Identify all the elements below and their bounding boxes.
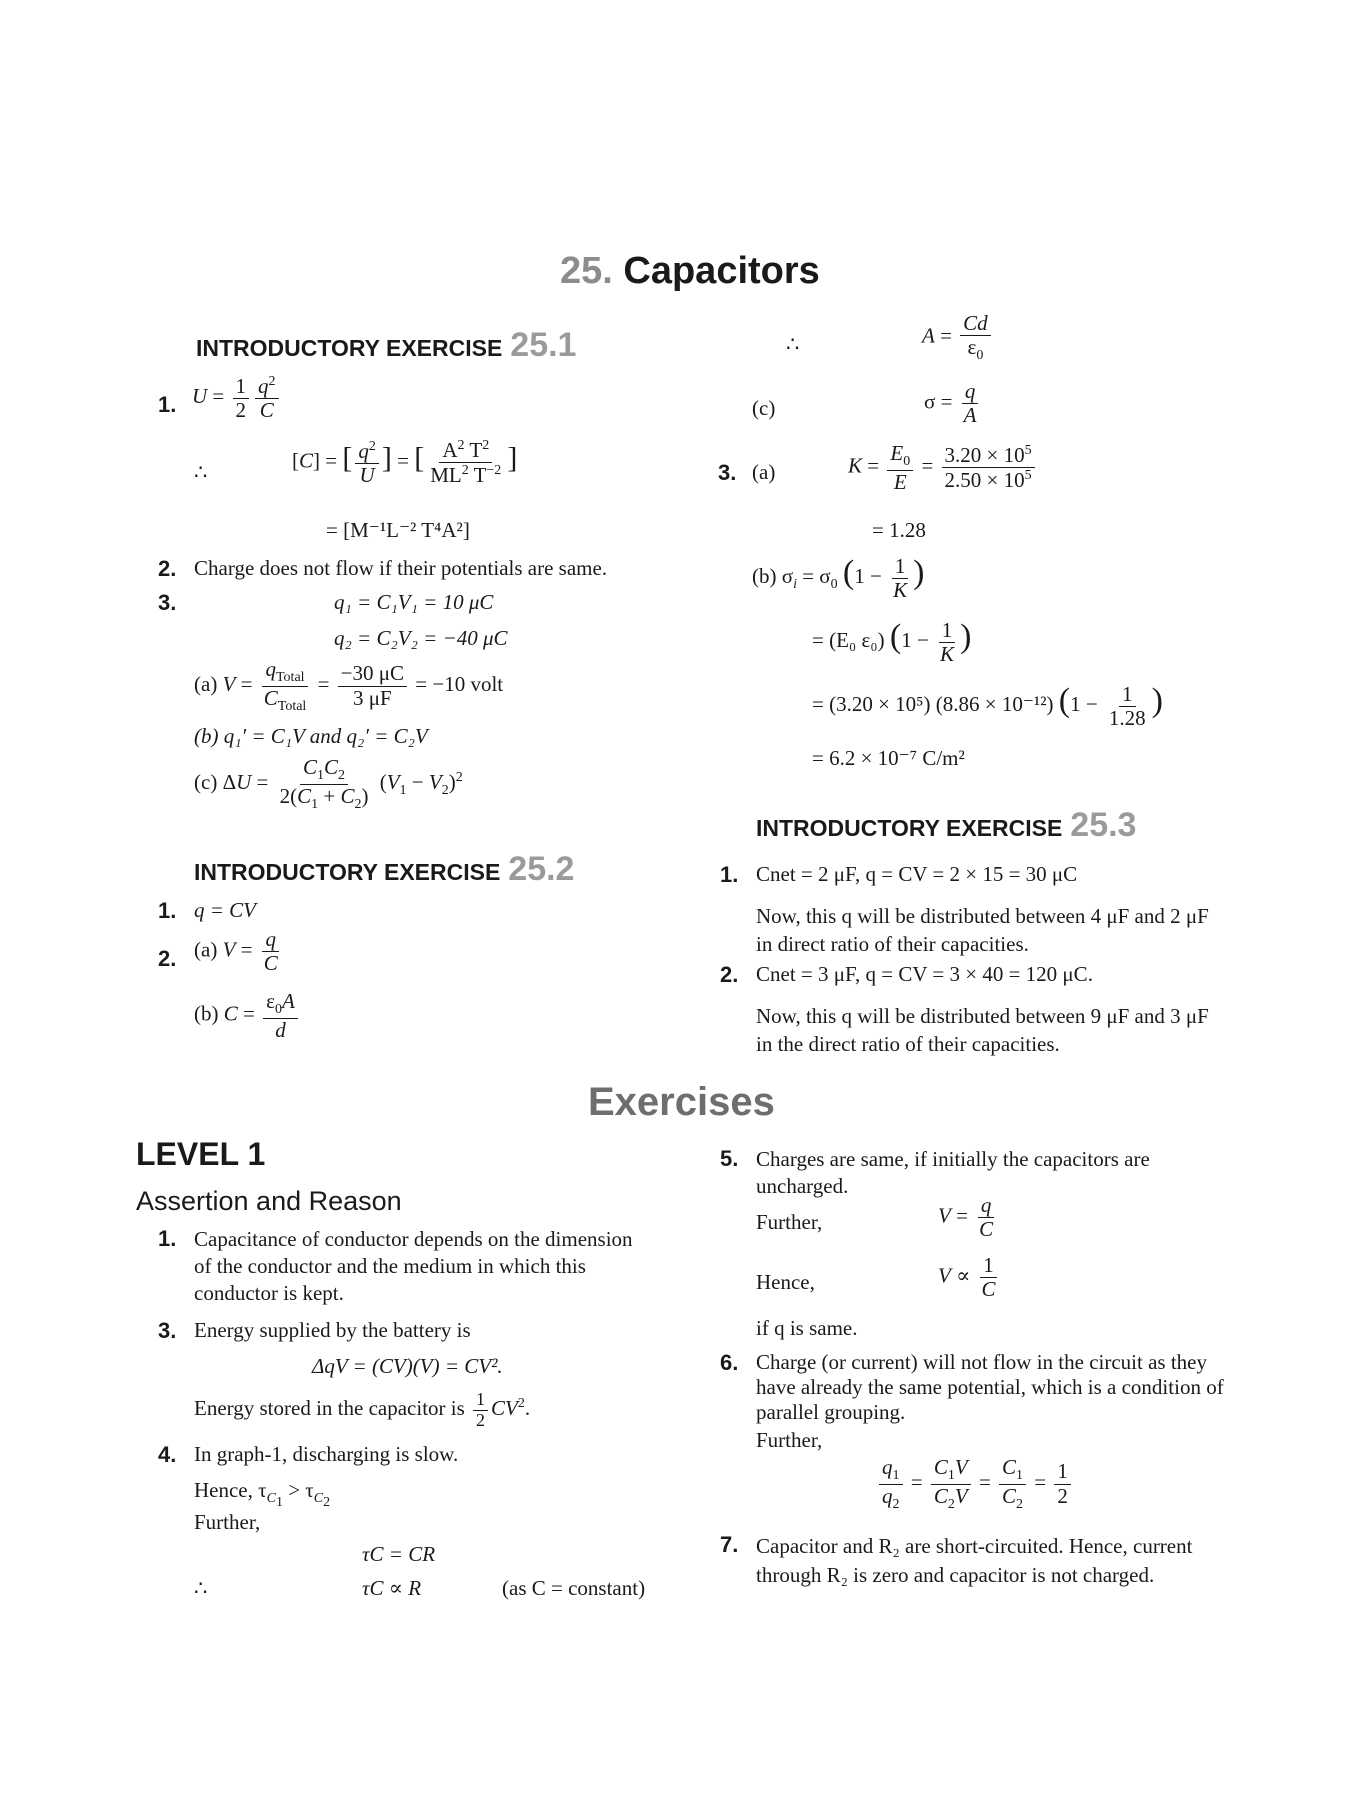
l4-number: 4. [158,1442,177,1467]
l4-further: Further, [194,1510,261,1534]
rt-b-label: (b) [752,564,777,588]
ex3-q2-number: 2. [720,962,739,987]
l3-stored-text: Energy stored in the capacitor is [194,1396,465,1421]
rt-sigma-formula: σ = $\frac{q}{A}$ [924,379,977,428]
r6-further: Further, [756,1428,823,1452]
r7-text: Capacitor and R₂ are short-circuited. Hence, current through R₂ is zero and capacitor is not charged. [756,1534,1193,1587]
ex2-q1-number: 1. [158,898,177,923]
exercises-heading: Exercises [588,1080,775,1124]
ex1-heading-text: INTRODUCTORY EXERCISE [196,335,503,361]
ex3-q1-text: Now, this q will be distributed between 4 μF and 2 μF in direct ratio of their capacities. [756,904,1209,956]
ex3-q1-line: Cnet = 2 μF, q = CV = 2 × 15 = 30 μC [756,862,1078,886]
ex1-q3c-label: (c) [194,769,218,794]
ex1-q1-number: 1. [158,392,177,417]
rt-k-result: = 1.28 [872,518,926,542]
ex2-heading [194,850,574,889]
l3-text: Energy supplied by the battery is [194,1318,471,1342]
ex2-q2a-label: (a) [194,937,218,962]
ex1-q3-line1: q₁ = C₁V₁ = 10 μC [334,590,494,614]
ex1-dimension-formula: [C] = [ $\frac{q^2}{U}$ ] = [ $\frac{A^2 T^2}{ML^2 T^{-2}}$ ] [292,438,518,488]
rt-therefore: ∴ [786,332,800,356]
rt-line3: = (3.20 × 10⁵) (8.86 × 10⁻¹²) (1 − $\frac{1}{1.28}$ ) [812,681,1163,730]
r5-formula1: V = $\frac{q}{C}$ [938,1193,994,1242]
l4-note: (as C = constant) [502,1576,646,1600]
rt-b-formula: (b) $\sigma_i = \sigma_0$ (1 − $\frac{1}{K}$ ) [752,553,925,602]
ex1-therefore: ∴ [194,460,208,484]
r7-number: 7. [720,1532,739,1557]
ex2-q2b-label: (b) [194,1001,219,1026]
ex2-heading-number: 25.2 [508,850,575,888]
ex1-q3-line2: q₂ = C₂V₂ = −40 μC [334,626,508,650]
l4-hence-label: Hence, [194,1478,253,1502]
chapter-name: Capacitors [623,250,820,292]
ex2-heading-text: INTRODUCTORY EXERCISE [194,859,501,885]
l1-text: Capacitance of conductor depends on the dimension of the conductor and the medium in which this conductor is kept. [194,1227,633,1305]
l4-eq1: τC = CR [362,1542,436,1566]
ex3-q2-text: Now, this q will be distributed between 9 μF and 3 μF in the direct ratio of their capacities. [756,1004,1209,1056]
ex3-heading-number: 25.3 [1070,806,1137,844]
r5-further: Further, [756,1210,823,1234]
ex2-q2a: (a) V = $\frac{q}{C}$ [194,927,278,976]
r6-number: 6. [720,1350,739,1375]
ex2-q2b: (b) C = $\frac{\varepsilon_0A}{d}$ [194,990,301,1042]
rt-q3a-label: (a) [752,460,776,484]
ex1-q1-formula: U = $\frac{1}{2}$ $\frac{q^2}{C}$ [192,374,282,422]
rt-line4: = 6.2 × 10⁻⁷ C/m² [812,746,965,770]
ex1-q3a-result: = −10 volt [415,671,504,696]
l3-equation: ΔqV = (CV)(V) = CV². [312,1354,503,1378]
l1-number: 1. [158,1226,177,1251]
ex1-q3a-label: (a) [194,671,218,696]
chapter-number: 25. [560,250,613,292]
rt-c-label: (c) [752,396,776,420]
ex3-heading [756,806,1136,845]
r5-same: if q is same. [756,1316,858,1340]
ex2-q1-text: q = CV [194,898,257,922]
rt-line2: = (E₀ ε₀) (1 − $\frac{1}{K}$ ) [812,617,972,666]
page-title [560,250,820,293]
r5-formula2: V ∝ $\frac{1}{C}$ [938,1253,996,1302]
ex3-q2-line: Cnet = 3 μF, q = CV = 3 × 40 = 120 μC. [756,962,1093,986]
r6-formula: $\frac{q_1}{q_2}$ = $\frac{C_1V}{C_2V}$ = $\frac{C_1}{C_2}$ = $\frac{1}{2}$ [876,1456,1074,1512]
assertion-reason-heading: Assertion and Reason [136,1186,402,1216]
l4-hence: Hence, $\tau_{C_1} > \tau_{C_2}$ [194,1478,331,1510]
r5-number: 5. [720,1146,739,1171]
ex1-heading-number: 25.1 [510,326,577,364]
l4-text: In graph-1, discharging is slow. [194,1442,459,1466]
rt-area-formula: A = $\frac{Cd}{\varepsilon_0}$ [922,312,994,364]
ex1-q3c: (c) ΔU = $\frac{C_1C_2}{2(C_1 + C_2)}$ $(V_1 - V_2)^2$ [194,755,463,812]
ex1-heading [196,326,576,365]
l3-number: 3. [158,1318,177,1343]
level-heading: LEVEL 1 [136,1136,266,1172]
ex3-q1-number: 1. [720,862,739,887]
ex1-q2-text: Charge does not flow if their potentials are same. [194,556,608,580]
l3-stored: Energy stored in the capacitor is $\frac{1}{2}$ $CV^2$. [194,1389,531,1430]
rt-line2-text: = (E₀ ε₀) [812,628,885,652]
ex1-q3-number: 3. [158,590,177,615]
ex3-heading-text: INTRODUCTORY EXERCISE [756,815,1063,841]
r6-text: Charge (or current) will not flow in the circuit as they have already the same potential, which is a condition of parallel grouping. [756,1350,1224,1424]
ex1-q3b: (b) q₁′ = C₁V and q₂′ = C₂V [194,724,428,748]
rt-k-formula: K = $\frac{E_0}{E}$ = $\frac{3.20 \times 10^5}{2.50 \times 10^5}$ [848,442,1038,494]
ex1-q3a: (a) V = $\frac{q_{Total}}{C_{Total}}$ = $\frac{-30 \mu C}{3 \mu F}$ = −10 volt [194,657,504,714]
r5-text: Charges are same, if initially the capacitors are uncharged. [756,1147,1150,1198]
ex1-dimension-result: = [M⁻¹L⁻² T⁴A²] [326,518,470,542]
rt-q3-number: 3. [718,460,737,485]
ex1-q2-number: 2. [158,556,177,581]
ex2-q2-number: 2. [158,946,177,971]
rt-line3-text: = (3.20 × 10⁵) (8.86 × 10⁻¹²) [812,692,1054,716]
l4-therefore: ∴ [194,1576,208,1600]
r5-hence: Hence, [756,1270,815,1294]
l4-eq2: τC ∝ R [362,1576,422,1600]
